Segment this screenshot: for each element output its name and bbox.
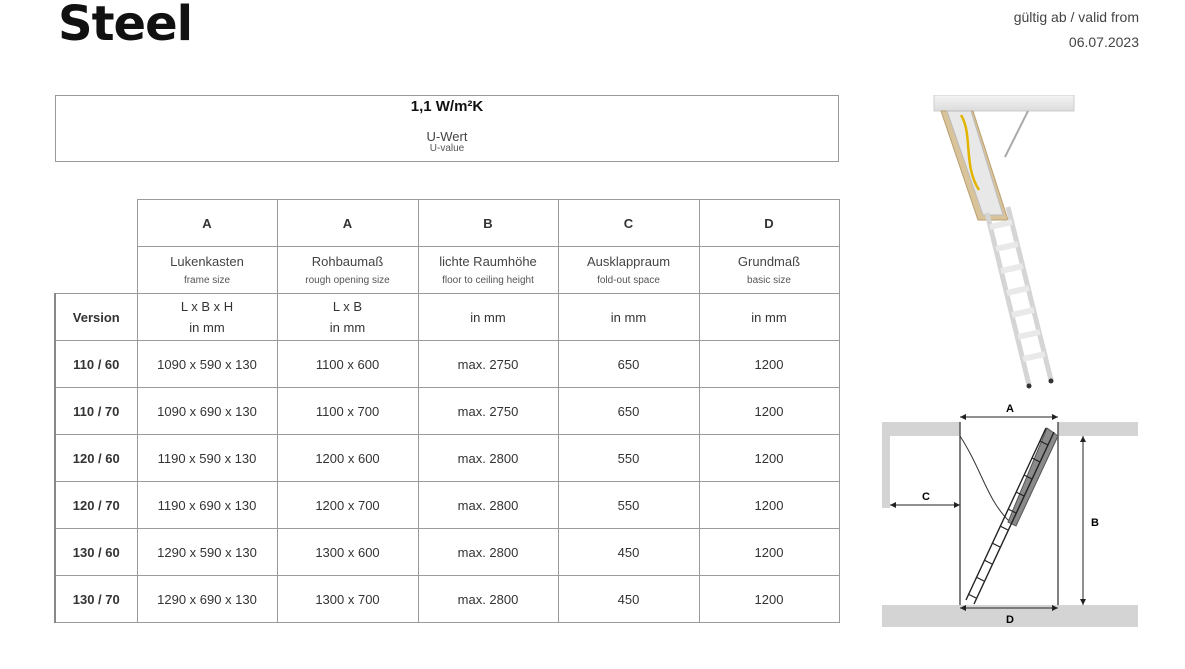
diagram-label-c: C (922, 491, 930, 503)
table-cell: 1200 (699, 388, 839, 435)
column-name-de: lichte Raumhöhe (439, 254, 537, 269)
table-cell: max. 2750 (418, 388, 558, 435)
table-cell: 550 (558, 435, 699, 482)
column-letter: A (277, 200, 418, 247)
table-row (55, 388, 839, 435)
spec-table (54, 199, 840, 623)
column-name (137, 247, 277, 294)
unit-line-2: in mm (189, 320, 225, 335)
u-value-label-de: U-Wert (426, 129, 468, 144)
table-cell: max. 2800 (418, 482, 558, 529)
column-name-en: floor to ceiling height (442, 275, 534, 286)
unit-line-1: L x B (332, 299, 363, 314)
table-cell: 1200 x 700 (277, 482, 418, 529)
table-cell: 450 (558, 529, 699, 576)
table-cell: 650 (558, 341, 699, 388)
version-cell: 130 / 60 (55, 529, 137, 576)
table-cell: 1100 x 600 (277, 341, 418, 388)
valid-from-block (1014, 5, 1139, 55)
column-unit (277, 294, 418, 341)
column-name (418, 247, 558, 294)
column-name-en: basic size (747, 275, 791, 286)
table-cell: 1090 x 590 x 130 (137, 341, 277, 388)
table-cell: 1200 x 600 (277, 435, 418, 482)
column-name-de: Ausklappraum (586, 254, 671, 269)
column-unit: in mm (558, 294, 699, 341)
table-row (55, 482, 839, 529)
table-row (55, 576, 839, 623)
table-cell: max. 2800 (418, 529, 558, 576)
column-name-de: Grundmaß (737, 254, 801, 269)
diagram-label-b: B (1091, 517, 1099, 529)
column-name-de: Rohbaumaß (311, 254, 384, 269)
version-header: Version (55, 294, 137, 341)
column-letter: D (699, 200, 839, 247)
column-name-en: fold-out space (597, 275, 660, 286)
column-letter: A (137, 200, 277, 247)
header-name-row (55, 247, 839, 294)
table-cell: 1090 x 690 x 130 (137, 388, 277, 435)
valid-from-date: 06.07.2023 (1068, 34, 1139, 50)
ladder-photo (933, 95, 1075, 390)
table-cell: 450 (558, 576, 699, 623)
page-title: Steel (58, 0, 193, 52)
version-cell: 110 / 70 (55, 388, 137, 435)
u-value: 1,1 W/m²K (410, 98, 484, 115)
diagram-label-a: A (1006, 403, 1014, 415)
column-name (277, 247, 418, 294)
table-row (55, 529, 839, 576)
table-cell: 1290 x 690 x 130 (137, 576, 277, 623)
table-cell: max. 2750 (418, 341, 558, 388)
column-unit: in mm (699, 294, 839, 341)
table-cell: 1290 x 590 x 130 (137, 529, 277, 576)
column-unit (137, 294, 277, 341)
table-cell: 1300 x 600 (277, 529, 418, 576)
header-letter-row (55, 200, 839, 247)
blank-cell (55, 200, 137, 247)
version-cell: 110 / 60 (55, 341, 137, 388)
table-cell: 1200 (699, 435, 839, 482)
version-cell: 120 / 70 (55, 482, 137, 529)
column-unit: in mm (418, 294, 558, 341)
unit-line-1: L x B x H (180, 299, 234, 314)
column-name-en: frame size (183, 275, 231, 286)
table-cell: 1190 x 690 x 130 (137, 482, 277, 529)
table-cell: 1200 (699, 341, 839, 388)
table-cell: 1190 x 590 x 130 (137, 435, 277, 482)
diagram-label-d: D (1006, 614, 1014, 626)
unit-row (55, 294, 839, 341)
table-cell: 1200 (699, 576, 839, 623)
table-cell: max. 2800 (418, 576, 558, 623)
column-name-en: rough opening size (305, 275, 390, 286)
table-cell: 650 (558, 388, 699, 435)
table-cell: max. 2800 (418, 435, 558, 482)
unit-line-2: in mm (329, 320, 366, 335)
table-cell: 1300 x 700 (277, 576, 418, 623)
column-name (558, 247, 699, 294)
table-cell: 1100 x 700 (277, 388, 418, 435)
version-cell: 120 / 60 (55, 435, 137, 482)
column-letter: C (558, 200, 699, 247)
table-row (55, 435, 839, 482)
column-letter: B (418, 200, 558, 247)
u-value-box (55, 95, 839, 162)
table-row (55, 341, 839, 388)
dimension-diagram (882, 400, 1140, 629)
blank-cell (55, 247, 137, 294)
table-cell: 1200 (699, 482, 839, 529)
table-cell: 1200 (699, 529, 839, 576)
version-cell: 130 / 70 (55, 576, 137, 623)
valid-from-label: gültig ab / valid from (1013, 9, 1139, 25)
u-value-label-en: U-value (429, 143, 465, 154)
table-cell: 550 (558, 482, 699, 529)
column-name (699, 247, 839, 294)
column-name-de: Lukenkasten (170, 254, 244, 269)
